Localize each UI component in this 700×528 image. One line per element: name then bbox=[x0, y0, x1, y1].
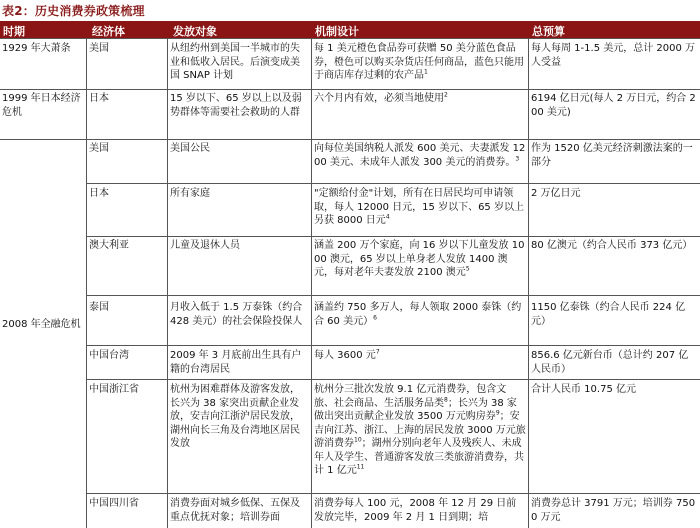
row-divider bbox=[0, 89, 700, 90]
footnote-mark: 7 bbox=[375, 349, 380, 356]
budget-cell: 856.6 亿元新台币（总计约 207 亿人民币） bbox=[531, 350, 689, 375]
budget-cell: 作为 1520 亿美元经济刺激法案的一部分 bbox=[531, 143, 693, 168]
mechanism-cell: 涵盖 200 万个家庭，向 16 岁以下儿童发放 1000 澳元，65 岁以上单身老人发放 1400 澳元，每对老年夫妻发放 2100 澳元$^5$ bbox=[314, 240, 525, 278]
mechanism-cell: 杭州分三批次发放 9.1 亿元消费券，包含文旅、社会商品、生活服务品类$^8$；长兴为 38 家做出突出贡献企业发放 3500 万元购房券$^9$；安吉向江苏、浙江、上海的居民发放 3000 万元旅游消费券$^{10}$；湖州分别向老年人及残疾人、未成年人及学生、普通游客发放三类旅游消费券，共计 1 亿元$^{11}$ bbox=[314, 384, 526, 476]
row-divider bbox=[86, 379, 700, 380]
mechanism-cell: 涵盖约 750 多万人，每人领取 2000 泰铢（约合 60 美元）$^6$ bbox=[314, 302, 522, 327]
table-title: 表2：历史消费券政策梳理 bbox=[2, 4, 145, 18]
footnote-mark: 8 bbox=[444, 396, 448, 404]
footnote-mark: 10 bbox=[354, 436, 362, 444]
budget-cell: 合计人民币 10.75 亿元 bbox=[531, 384, 636, 395]
budget-cell: 1150 亿泰铢（约合人民币 224 亿元） bbox=[531, 302, 686, 327]
target-cell: 月收入低于 1.5 万泰铢（约合 428 美元）的社会保险投保人 bbox=[170, 302, 303, 327]
header-mechanism: 机制设计 bbox=[315, 25, 359, 38]
footnote-mark: 5 bbox=[465, 265, 470, 273]
target-cell: 美国公民 bbox=[170, 143, 210, 154]
budget-cell: 每人每周 1-1.5 美元，总计 2000 万人受益 bbox=[531, 43, 696, 68]
row-divider bbox=[86, 493, 700, 494]
target-cell: 2009 年 3 月底前出生具有户籍的台湾居民 bbox=[170, 350, 302, 375]
mechanism-cell: "定额给付金"计划，所有在日居民均可申请领取，每人 12000 日元，15 岁以下、65 岁以上另获 8000 日元$^4$ bbox=[314, 188, 524, 226]
header-budget: 总预算 bbox=[532, 25, 565, 38]
budget-cell: 消费券总计 3791 万元；培训券 7500 万元 bbox=[531, 498, 696, 523]
economy-cell: 美国 bbox=[89, 43, 109, 54]
economy-cell: 美国 bbox=[89, 143, 109, 154]
economy-cell: 日本 bbox=[89, 93, 109, 104]
economy-cell: 中国四川省 bbox=[89, 498, 139, 509]
header-period: 时期 bbox=[3, 25, 25, 38]
row-divider bbox=[0, 38, 700, 39]
target-cell: 15 岁以下、65 岁以上以及弱势群体等需要社会救助的人群 bbox=[170, 93, 302, 118]
row-divider bbox=[86, 236, 700, 237]
economy-cell: 中国浙江省 bbox=[89, 384, 139, 395]
target-cell: 从纽约州到美国一半城市的失业和低收入居民。后演变成美国 SNAP 计划 bbox=[170, 43, 300, 81]
column-divider bbox=[167, 38, 168, 528]
budget-cell: 80 亿澳元（约合人民币 373 亿元） bbox=[531, 240, 693, 251]
column-divider bbox=[528, 38, 529, 528]
footnote-mark: 1 bbox=[424, 68, 428, 76]
footnote-mark: 3 bbox=[515, 155, 520, 163]
header-economy: 经济体 bbox=[92, 25, 125, 38]
mechanism-cell: 消费券每人 100 元，2008 年 12 月 29 日前发放完毕，2009 年 2 月 1 日到期；培 bbox=[314, 498, 517, 523]
column-divider bbox=[86, 38, 87, 528]
footnote-mark: 6 bbox=[373, 314, 377, 322]
period-cell: 1999 年日本经济危机 bbox=[2, 93, 81, 118]
target-cell: 杭州为困难群体及游客发放，长兴为 38 家突出贡献企业发放，安吉向江浙沪居民发放，湖州向长三角及台湾地区居民发放 bbox=[170, 384, 300, 449]
row-divider bbox=[86, 295, 700, 296]
mechanism-cell: 向每位美国纳税人派发 600 美元、夫妻派发 1200 美元、未成年人派发 300 美元的消费券。$^3$ bbox=[314, 143, 526, 168]
target-cell: 消费券面对城乡低保、五保及重点优抚对象；培训券面 bbox=[170, 498, 300, 523]
column-divider bbox=[311, 38, 312, 528]
target-cell: 所有家庭 bbox=[170, 188, 210, 199]
target-cell: 儿童及退休人员 bbox=[170, 240, 240, 251]
economy-cell: 澳大利亚 bbox=[89, 240, 129, 251]
row-divider bbox=[86, 345, 700, 346]
period-cell: 2008 年全融危机 bbox=[2, 319, 81, 330]
period-cell: 1929 年大萧条 bbox=[2, 43, 71, 54]
header-target: 发放对象 bbox=[173, 25, 217, 38]
economy-cell: 日本 bbox=[89, 188, 109, 199]
mechanism-cell: 每人 3600 元$^7$ bbox=[314, 349, 380, 361]
economy-cell: 中国台湾 bbox=[89, 350, 129, 361]
mechanism-cell: 每 1 美元橙色食品券可获赠 50 美分蓝色食品券，橙色可以购买杂货店任何商品，蓝色只能用于商店库存过剩的农产品$^1$ bbox=[314, 43, 524, 81]
row-divider bbox=[86, 183, 700, 184]
budget-cell: 2 万亿日元 bbox=[531, 188, 581, 199]
mechanism-cell: 六个月内有效，必须当地使用$^2$ bbox=[314, 92, 448, 104]
table-header-row bbox=[0, 21, 700, 38]
footnote-mark: 9 bbox=[495, 409, 500, 417]
budget-cell: 6194 亿日元(每人 2 万日元，约合 200 美元) bbox=[531, 93, 696, 118]
economy-cell: 泰国 bbox=[89, 302, 109, 313]
footnote-mark: 11 bbox=[356, 463, 365, 471]
footnote-mark: 2 bbox=[444, 92, 448, 99]
row-divider bbox=[0, 139, 700, 140]
footnote-mark: 4 bbox=[385, 213, 390, 221]
